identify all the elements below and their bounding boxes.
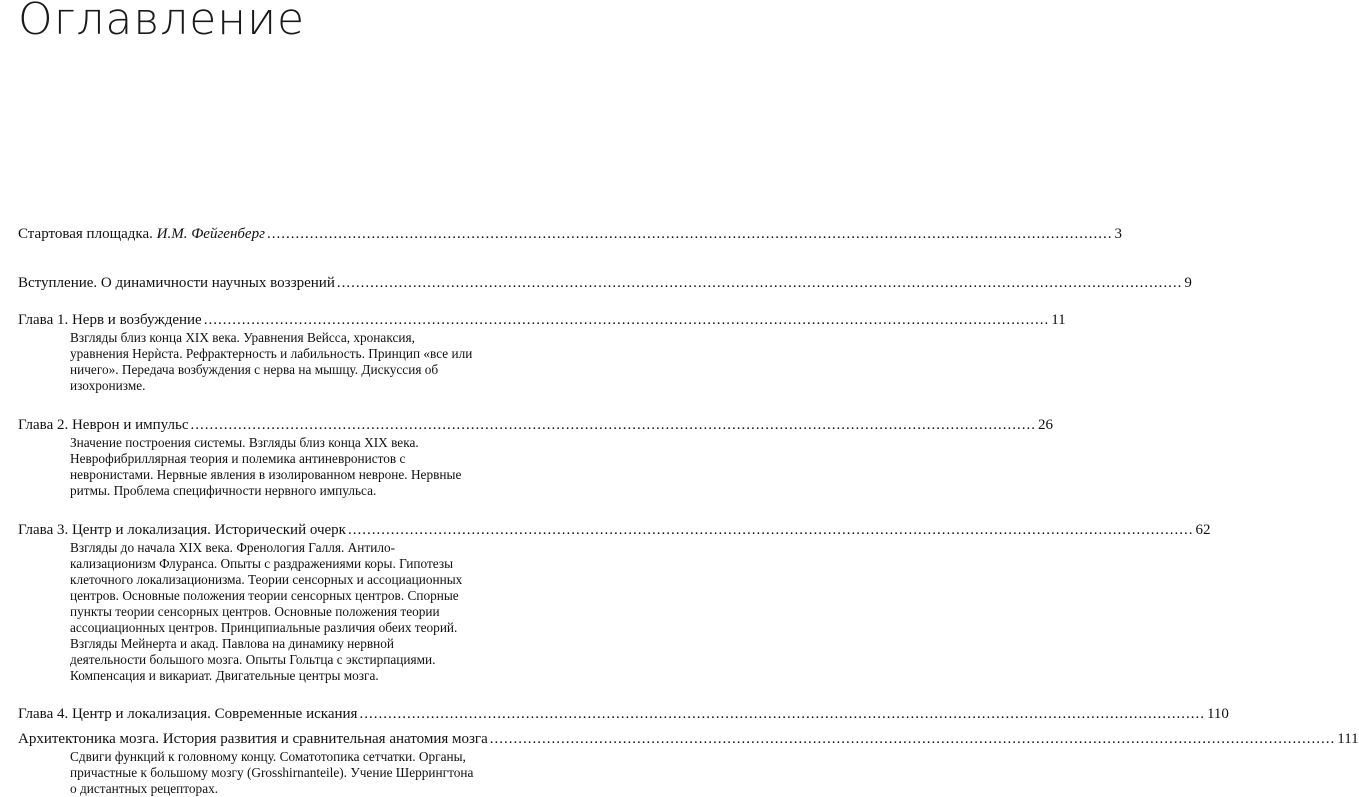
description-line: Компенсация и викариат. Двигательные центры мозга. — [70, 668, 379, 683]
description-line: о дистантных рецепторах. — [70, 781, 219, 796]
toc-entry[interactable] — [18, 312, 1066, 329]
dot-leader — [190, 417, 1036, 434]
description-line: кализационизм Флуранса. Опыты с раздражениями коры. Гипотезы — [70, 556, 454, 571]
toc-page-number: 62 — [1195, 522, 1211, 538]
dot-leader — [348, 522, 1194, 539]
dot-leader — [359, 706, 1205, 723]
toc-entry-description — [70, 435, 540, 499]
description-line: Взгляды близ конца XIX века. Уравнения Вейсса, хронаксия, — [70, 330, 415, 345]
toc-entry-author: И.М. Фейгенберг — [156, 226, 265, 242]
toc-entry[interactable] — [18, 522, 1211, 539]
description-line: ничего». Передача возбуждения с нерва на мышцу. Дискуссия об — [70, 362, 439, 377]
description-line: центров. Основные положения теории сенсорных центров. Спорные — [70, 588, 459, 603]
description-line: изохронизме. — [70, 378, 146, 393]
description-line: Взгляды Мейнерта и акад. Павлова на динамику нервной — [70, 636, 395, 651]
toc-entry-title: Глава 4. Центр и локализация. Современные искания — [18, 706, 358, 722]
page-title: Оглавление — [18, 0, 306, 45]
toc-entry[interactable] — [18, 731, 1359, 748]
description-line: Сдвиги функций к головному концу. Соматотопика сетчатки. Органы, — [70, 749, 466, 764]
description-line: невронистами. Нервные явления в изолированном невроне. Нервные — [70, 467, 462, 482]
dot-leader — [490, 731, 1336, 748]
toc-entry[interactable] — [18, 706, 1229, 723]
toc-entry[interactable] — [18, 226, 1122, 243]
description-line: пункты теории сенсорных центров. Основные положения теории — [70, 604, 440, 619]
description-line: Неврофибриллярная теория и полемика антиневронистов с — [70, 451, 406, 466]
toc-page-number: 3 — [1114, 226, 1122, 242]
dot-leader — [337, 275, 1183, 292]
description-line: уравнения Нерѝста. Рефрактерность и лабильность. Принцип «все или — [70, 346, 473, 361]
description-line: деятельности большого мозга. Опыты Гольтца с экстирпациями. — [70, 652, 436, 667]
description-line: Значение построения системы. Взгляды близ конца XIX века. — [70, 435, 419, 450]
dot-leader — [204, 312, 1050, 329]
description-line: Взгляды до начала XIX века. Френология Галля. Антило- — [70, 540, 396, 555]
description-line: клеточного локализационизма. Теории сенсорных и ассоциационных — [70, 572, 463, 587]
toc-entry-description — [70, 540, 540, 684]
toc-page-number: 11 — [1051, 312, 1066, 328]
toc-page-number: 9 — [1184, 275, 1192, 291]
description-line: причастные к большому мозгу (Grosshirnanteile). Учение Шеррингтона — [70, 765, 474, 780]
description-line: ассоциационных центров. Принципиальные различия обеих теорий. — [70, 620, 458, 635]
toc-entry-title: Глава 3. Центр и локализация. Исторический очерк — [18, 522, 346, 538]
toc-entry-title: Глава 2. Неврон и импульс — [18, 417, 189, 433]
toc-entry[interactable] — [18, 417, 1053, 434]
toc-entry-title: Вступление. О динамичности научных воззрений — [18, 275, 335, 291]
toc-page-number: 26 — [1037, 417, 1053, 433]
toc-entry-title: Глава 1. Нерв и возбуждение — [18, 312, 202, 328]
description-line: ритмы. Проблема специфичности нервного импульса. — [70, 483, 377, 498]
toc-entry[interactable] — [18, 275, 1192, 292]
toc-entry-title: Архитектоника мозга. История развития и сравнительная анатомия мозга — [18, 731, 488, 747]
toc-entry-description — [70, 330, 540, 394]
toc-page-number: 111 — [1337, 731, 1359, 747]
toc-entry-title: Стартовая площадка. — [18, 226, 153, 242]
dot-leader — [267, 226, 1113, 243]
toc-entry-description — [70, 749, 540, 797]
toc-page-number: 110 — [1206, 706, 1229, 722]
